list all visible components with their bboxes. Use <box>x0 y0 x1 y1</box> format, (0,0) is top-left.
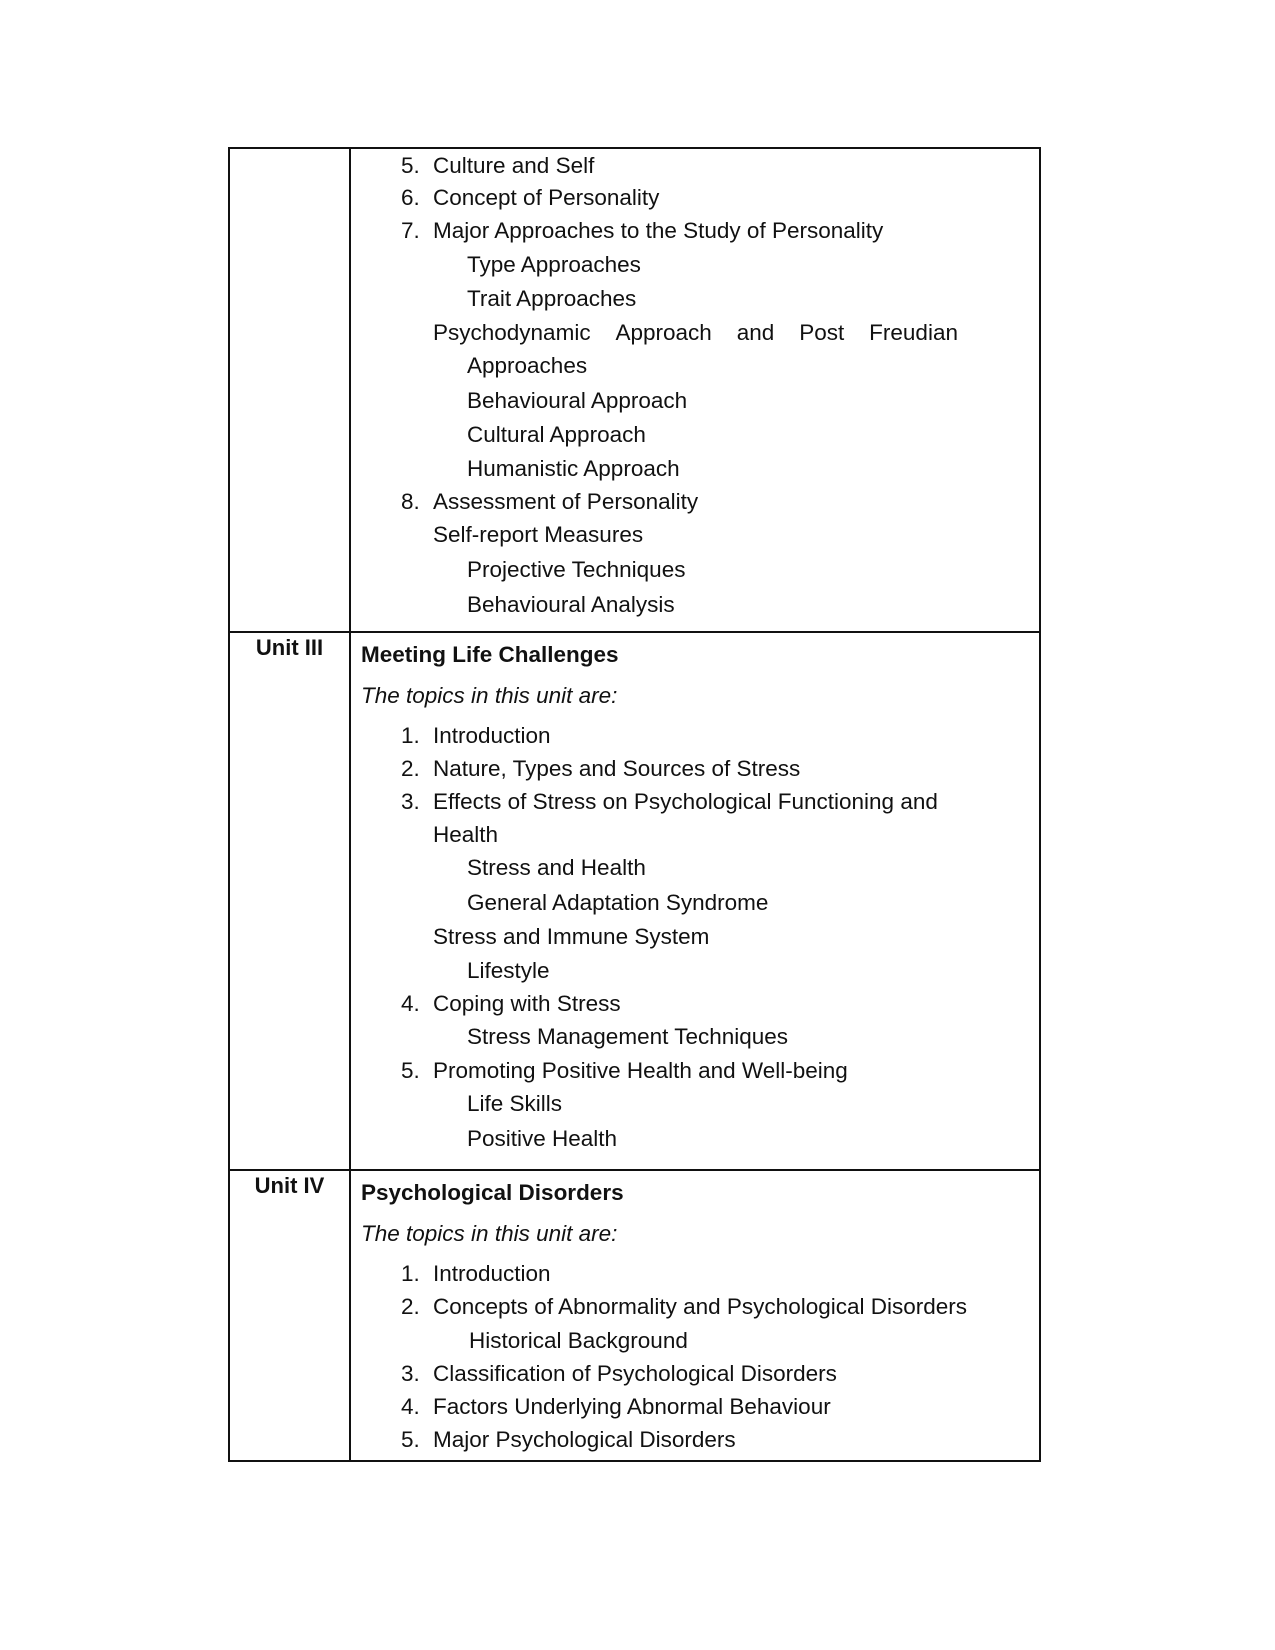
subtopic-item: Lifestyle <box>467 958 550 983</box>
subtopic-item: Behavioural Approach <box>467 388 688 413</box>
topics-cell <box>351 1171 1039 1460</box>
subtopic-item: Stress and Health <box>467 855 646 880</box>
unit-label-cell <box>230 633 351 1169</box>
subtopic-item: General Adaptation Syndrome <box>467 890 769 915</box>
unit-intro: The topics in this unit are: <box>361 683 618 708</box>
topic-item: 1. Introduction <box>401 1261 551 1286</box>
subtopic-item: Stress and Immune System <box>433 924 710 949</box>
subtopic-item: Type Approaches <box>467 252 641 277</box>
topic-item: 6. Concept of Personality <box>401 185 660 210</box>
unit-intro: The topics in this unit are: <box>361 1221 618 1246</box>
syllabus-table <box>228 147 1041 1462</box>
topics-cell <box>351 633 1039 1169</box>
unit-label: Unit IV <box>254 1173 325 1198</box>
table-row-unit-4 <box>230 1169 1039 1460</box>
topic-item: 5. Culture and Self <box>401 153 595 178</box>
subtopic-item: Humanistic Approach <box>467 456 680 481</box>
unit-label: Unit III <box>255 635 324 660</box>
unit-label-cell <box>230 1171 351 1460</box>
subtopic-item: Projective Techniques <box>467 557 686 582</box>
subtopic-item: Approaches <box>467 353 588 378</box>
topic-item: 5. Promoting Positive Health and Well-being <box>401 1058 848 1083</box>
unit-label-cell <box>230 149 351 631</box>
subtopic-item: Psychodynamic Approach and Post Freudian <box>433 320 958 345</box>
topic-item: 3. Classification of Psychological Disorders <box>401 1361 837 1386</box>
topic-item: 8. Assessment of Personality <box>401 489 699 514</box>
topic-item: 3. Effects of Stress on Psychological Functioning and <box>401 789 938 814</box>
subtopic-item: Cultural Approach <box>467 422 646 447</box>
table-row-unit-3 <box>230 631 1039 1169</box>
topic-item: 4. Coping with Stress <box>401 991 621 1016</box>
subtopic-item: Behavioural Analysis <box>467 592 675 617</box>
subtopic-item: Stress Management Techniques <box>467 1024 789 1049</box>
topic-item: 2. Nature, Types and Sources of Stress <box>401 756 801 781</box>
topic-item-continued: Health <box>433 822 499 847</box>
subtopic-item: Positive Health <box>467 1126 618 1151</box>
subtopic-item: Historical Background <box>469 1328 688 1353</box>
unit-title: Psychological Disorders <box>361 1180 624 1205</box>
topic-item: 1. Introduction <box>401 723 551 748</box>
topics-cell <box>351 149 1039 631</box>
topic-item: 4. Factors Underlying Abnormal Behaviour <box>401 1394 831 1419</box>
subtopic-item: Life Skills <box>467 1091 563 1116</box>
subtopic-item: Self-report Measures <box>433 522 644 547</box>
topic-item: 7. Major Approaches to the Study of Personality <box>401 218 884 243</box>
topic-item: 5. Major Psychological Disorders <box>401 1427 736 1452</box>
subtopic-item: Trait Approaches <box>467 286 637 311</box>
topic-item: 2. Concepts of Abnormality and Psychological Disorders <box>401 1294 968 1319</box>
table-row-continuation <box>230 149 1039 631</box>
unit-title: Meeting Life Challenges <box>361 642 619 667</box>
